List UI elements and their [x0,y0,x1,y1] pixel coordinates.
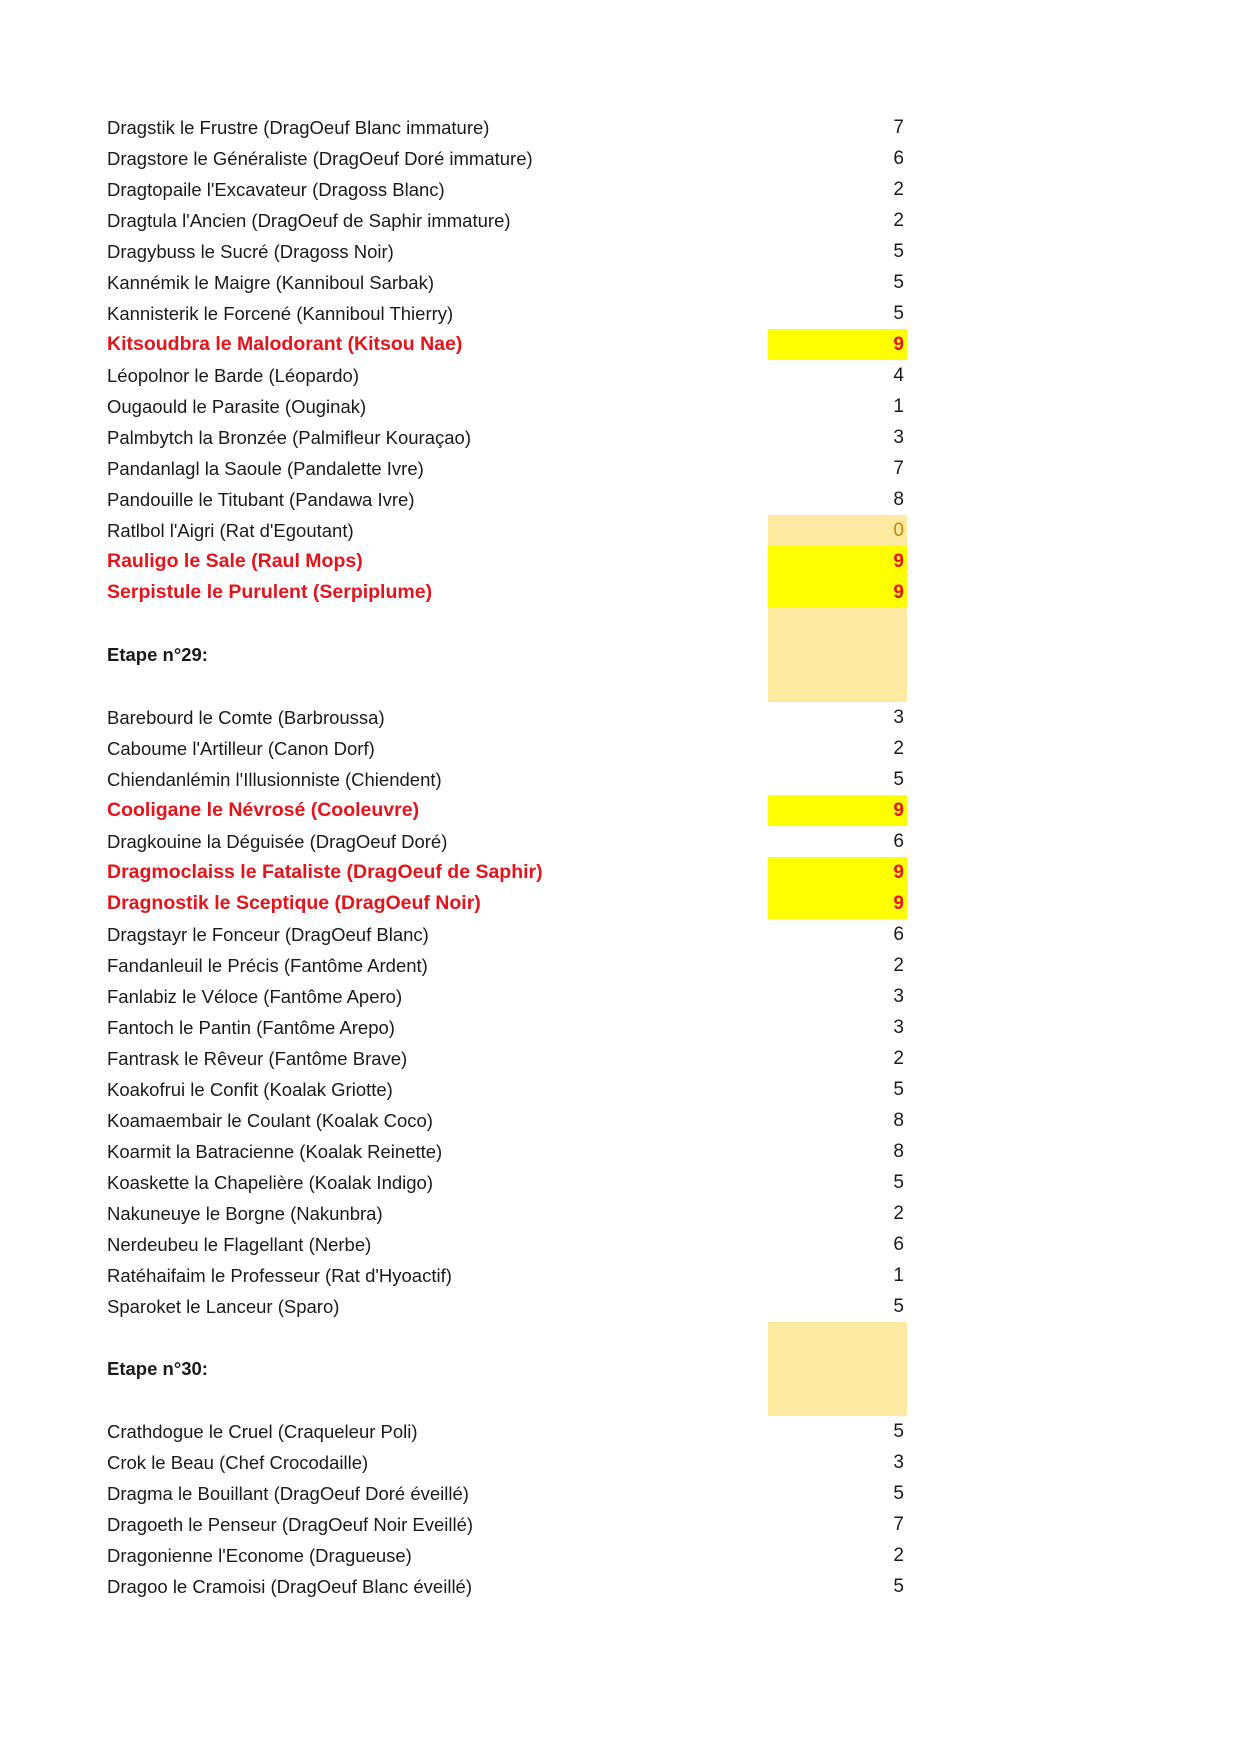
table-row [0,733,1241,764]
value-cell: 2 [893,1203,904,1224]
value-cell: 9 [768,577,907,608]
value-cell: 5 [893,1576,904,1597]
monster-name-cell: Dragtula l'Ancien (DragOeuf de Saphir immature) [107,210,511,231]
value-cell: 0 [768,515,907,546]
monster-name-cell: Crathdogue le Cruel (Craqueleur Poli) [107,1421,418,1442]
value-cell: 4 [893,365,904,386]
table-row [0,453,1241,484]
value-cell: 9 [768,857,907,888]
monster-name-cell: Caboume l'Artilleur (Canon Dorf) [107,738,375,759]
monster-name-cell: Dragkouine la Déguisée (DragOeuf Doré) [107,831,448,852]
monster-name-cell: Dragmoclaiss le Fataliste (DragOeuf de Saphir) [107,861,543,883]
value-cell: 2 [893,955,904,976]
monster-name-cell: Pandouille le Titubant (Pandawa Ivre) [107,489,415,510]
monster-name-cell: Kannisterik le Forcené (Kanniboul Thierry) [107,303,454,324]
value-cell: 8 [893,1141,904,1162]
table-row [0,1509,1241,1540]
table-row [0,826,1241,857]
monster-name-cell: Dragstore le Généraliste (DragOeuf Doré immature) [107,148,533,169]
monster-name-cell: Pandanlagl la Saoule (Pandalette Ivre) [107,458,424,479]
value-cell: 5 [893,1296,904,1317]
monster-name-cell: Cooligane le Névrosé (Cooleuvre) [107,799,420,821]
value-cell: 5 [893,272,904,293]
monster-name-cell: Fanlabiz le Véloce (Fantôme Apero) [107,986,403,1007]
table-row [0,764,1241,795]
section-header-row [0,1322,1241,1416]
value-cell: 9 [768,888,907,919]
section-title: Etape n°29: [107,644,208,665]
value-cell: 8 [893,489,904,510]
monster-name-cell: Dragstayr le Fonceur (DragOeuf Blanc) [107,924,429,945]
table-row [0,1416,1241,1447]
value-cell: 1 [893,1265,904,1286]
monster-name-cell: Koaskette la Chapelière (Koalak Indigo) [107,1172,433,1193]
table-row [0,1478,1241,1509]
value-cell: 9 [768,546,907,577]
table-row [0,422,1241,453]
table-row [0,484,1241,515]
table-row [0,1198,1241,1229]
value-cell: 3 [893,707,904,728]
value-cell: 6 [893,924,904,945]
monster-name-cell: Léopolnor le Barde (Léopardo) [107,365,359,386]
value-cell: 2 [893,738,904,759]
value-cell: 2 [893,1545,904,1566]
table-row [0,702,1241,733]
section-header-row [0,608,1241,702]
value-cell: 9 [768,795,907,826]
value-cell: 7 [893,458,904,479]
table-row [0,1105,1241,1136]
table-row [0,1291,1241,1322]
table-row [0,546,1241,577]
monster-name-cell: Ougaould le Parasite (Ouginak) [107,396,367,417]
table-row [0,515,1241,546]
value-cell: 1 [893,396,904,417]
table-row [0,950,1241,981]
section-value-cell [768,608,907,702]
monster-name-cell: Dragoeth le Penseur (DragOeuf Noir Eveillé) [107,1514,474,1535]
monster-name-cell: Crok le Beau (Chef Crocodaille) [107,1452,369,1473]
table-row [0,1540,1241,1571]
table-row [0,298,1241,329]
table-row [0,1447,1241,1478]
monster-name-cell: Koakofrui le Confit (Koalak Griotte) [107,1079,393,1100]
table-row [0,1136,1241,1167]
value-cell: 5 [893,1483,904,1504]
table-row [0,888,1241,919]
monster-name-cell: Nerdeubeu le Flagellant (Nerbe) [107,1234,372,1255]
table-row [0,1074,1241,1105]
table-row [0,205,1241,236]
value-cell: 8 [893,1110,904,1131]
table-row [0,795,1241,826]
monster-name-cell: Kannémik le Maigre (Kanniboul Sarbak) [107,272,435,293]
monster-name-cell: Ratlbol l'Aigri (Rat d'Egoutant) [107,520,354,541]
table-row [0,329,1241,360]
table-row [0,919,1241,950]
value-cell: 5 [893,241,904,262]
value-cell: 7 [893,117,904,138]
monster-name-cell: Chiendanlémin l'Illusionniste (Chiendent) [107,769,442,790]
table-row [0,143,1241,174]
table-row [0,1167,1241,1198]
table-row [0,360,1241,391]
table-row [0,1012,1241,1043]
table-row [0,577,1241,608]
section-value-cell [768,1322,907,1416]
monster-name-cell: Rauligo le Sale (Raul Mops) [107,550,363,572]
monster-name-cell: Koamaembair le Coulant (Koalak Coco) [107,1110,433,1131]
value-cell: 6 [893,148,904,169]
monster-name-cell: Fantrask le Rêveur (Fantôme Brave) [107,1048,408,1069]
value-cell: 6 [893,831,904,852]
monster-name-cell: Serpistule le Purulent (Serpiplume) [107,581,433,603]
value-cell: 5 [893,303,904,324]
monster-name-cell: Nakuneuye le Borgne (Nakunbra) [107,1203,383,1224]
monster-name-cell: Palmbytch la Bronzée (Palmifleur Kouraçao) [107,427,471,448]
table-row [0,1260,1241,1291]
table-row [0,1571,1241,1602]
monster-name-cell: Barebourd le Comte (Barbroussa) [107,707,385,728]
monster-name-cell: Dragtopaile l'Excavateur (Dragoss Blanc) [107,179,445,200]
value-cell: 9 [768,329,907,360]
monster-name-cell: Kitsoudbra le Malodorant (Kitsou Nae) [107,333,463,355]
value-cell: 5 [893,1421,904,1442]
value-cell: 3 [893,986,904,1007]
value-cell: 3 [893,1017,904,1038]
monster-name-cell: Ratéhaifaim le Professeur (Rat d'Hyoactif) [107,1265,452,1286]
monster-name-cell: Dragstik le Frustre (DragOeuf Blanc immature) [107,117,490,138]
table-row [0,236,1241,267]
value-cell: 2 [893,179,904,200]
value-cell: 5 [893,1079,904,1100]
value-cell: 3 [893,427,904,448]
monster-name-cell: Dragma le Bouillant (DragOeuf Doré éveillé) [107,1483,469,1504]
table-row [0,174,1241,205]
value-cell: 2 [893,210,904,231]
table-row [0,391,1241,422]
value-cell: 2 [893,1048,904,1069]
section-title: Etape n°30: [107,1358,208,1379]
value-cell: 6 [893,1234,904,1255]
value-cell: 5 [893,769,904,790]
monster-name-cell: Dragybuss le Sucré (Dragoss Noir) [107,241,394,262]
monster-name-cell: Koarmit la Batracienne (Koalak Reinette) [107,1141,443,1162]
monster-name-cell: Dragnostik le Sceptique (DragOeuf Noir) [107,892,481,914]
table-row [0,112,1241,143]
monster-name-cell: Dragoo le Cramoisi (DragOeuf Blanc éveillé) [107,1576,473,1597]
table-row [0,857,1241,888]
monster-name-cell: Dragonienne l'Econome (Dragueuse) [107,1545,412,1566]
table-row [0,1043,1241,1074]
monster-name-cell: Fandanleuil le Précis (Fantôme Ardent) [107,955,428,976]
monster-name-cell: Sparoket le Lanceur (Sparo) [107,1296,340,1317]
table-row [0,981,1241,1012]
table-row [0,1229,1241,1260]
value-cell: 3 [893,1452,904,1473]
value-cell: 7 [893,1514,904,1535]
table-row [0,267,1241,298]
monster-name-cell: Fantoch le Pantin (Fantôme Arepo) [107,1017,395,1038]
value-cell: 5 [893,1172,904,1193]
